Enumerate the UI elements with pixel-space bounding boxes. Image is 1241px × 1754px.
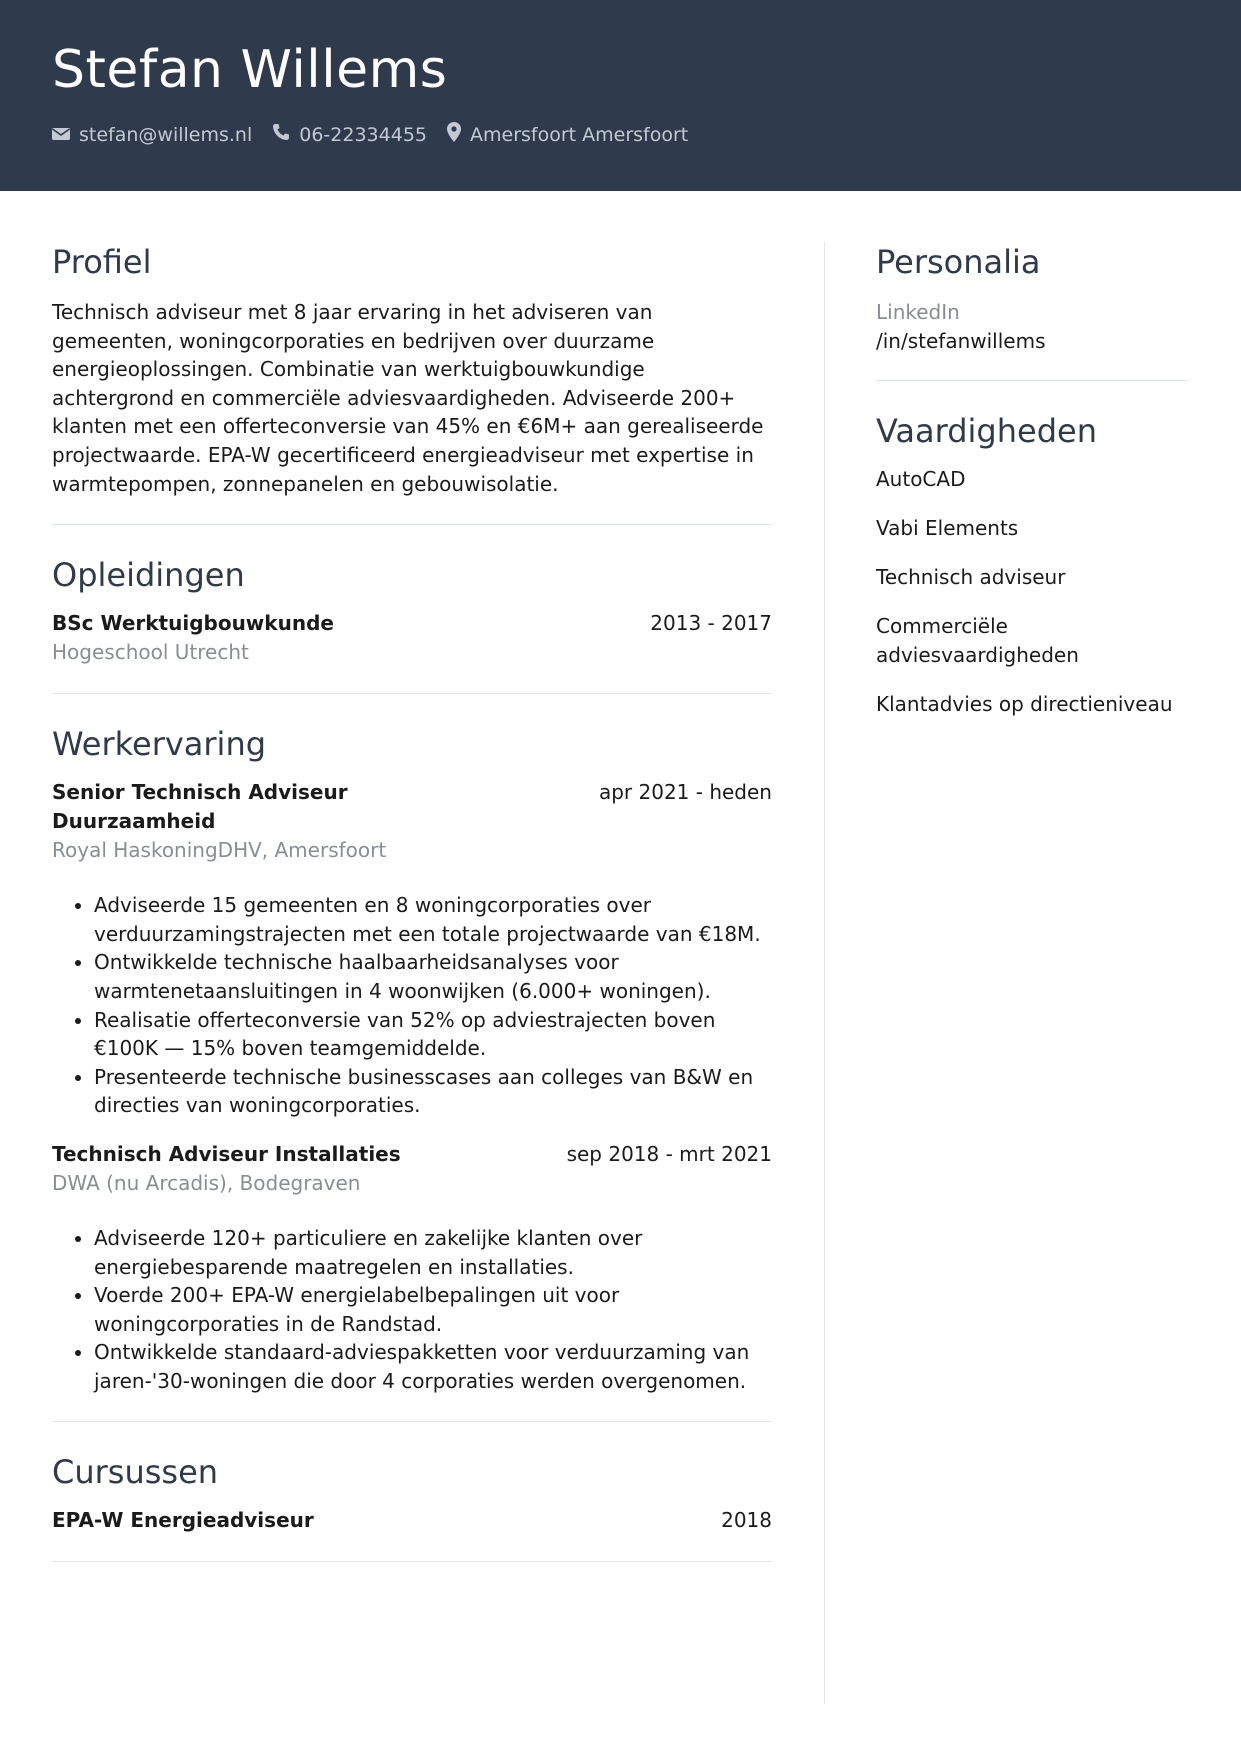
linkedin-link[interactable]: /in/stefanwillems <box>876 329 1046 353</box>
course-title: EPA-W Energieadviseur <box>52 1508 314 1533</box>
skill-item: AutoCAD <box>876 467 966 491</box>
profile-section <box>52 240 772 498</box>
list-item: • Ontwikkelde standaard-adviespakketten voor verduurzaming van jaren-'30-woningen die door 4 corporaties werden overgenomen. <box>94 1338 772 1395</box>
job-bullets <box>52 1224 772 1396</box>
job-title: Technisch Adviseur Installaties <box>52 1141 401 1166</box>
envelope-icon <box>52 124 79 146</box>
experience-section <box>52 722 772 1395</box>
contact-location <box>447 122 688 147</box>
education-date: 2013 - 2017 <box>650 611 772 636</box>
main-column <box>52 240 772 1562</box>
skill-item: Vabi Elements <box>876 516 1019 540</box>
education-title: BSc Werktuigbouwkunde <box>52 611 334 636</box>
sidebar <box>876 240 1188 739</box>
list-item: • Realisatie offerteconversie van 52% op adviestrajecten boven €100K — 15% boven teamgemiddelde. <box>94 1006 772 1063</box>
skill-item: Technisch adviseur <box>876 565 1066 589</box>
list-item: • Ontwikkelde technische haalbaarheidsanalyses voor warmtenetaansluitingen in 4 woonwijken (6.000+ woningen). <box>94 948 772 1005</box>
list-item: • Adviseerde 120+ particuliere en zakelijke klanten over energiebesparende maatregelen en installaties. <box>94 1224 772 1281</box>
courses-heading: Cursussen <box>52 1453 219 1492</box>
section-divider <box>52 1421 772 1422</box>
personal-heading: Personalia <box>876 243 1041 281</box>
section-divider <box>52 693 772 694</box>
phone-icon <box>272 123 299 146</box>
skills-section <box>876 409 1188 719</box>
job-bullets <box>52 891 772 1120</box>
email-text: stefan@willems.nl <box>79 123 253 146</box>
education-heading: Opleidingen <box>52 556 245 595</box>
job-date: apr 2021 - heden <box>598 780 772 805</box>
list-item: • Presenteerde technische businesscases aan colleges van B&W en directies van woningcorporaties. <box>94 1063 772 1120</box>
job-company: DWA (nu Arcadis), Bodegraven <box>52 1170 361 1195</box>
column-divider <box>824 242 825 1704</box>
job-title: Senior Technisch Adviseur Duurzaamheid <box>52 780 348 834</box>
education-institution: Hogeschool Utrecht <box>52 640 249 665</box>
linkedin-label: LinkedIn <box>876 300 960 324</box>
personal-section <box>876 240 1188 356</box>
list-item: • Voerde 200+ EPA-W energielabelbepalingen uit voor woningcorporaties in de Randstad. <box>94 1281 772 1338</box>
section-divider <box>876 380 1188 381</box>
skill-item: Klantadvies op directieniveau <box>876 692 1173 716</box>
course-date: 2018 <box>721 1508 772 1533</box>
experience-heading: Werkervaring <box>52 725 267 764</box>
contact-bar <box>52 122 708 147</box>
profile-text: Technisch adviseur met 8 jaar ervaring in het adviseren van gemeenten, woningcorporaties en bedrijven over duurzame energieoplossingen. Combinatie van werktuigbouwkundige achtergrond en commerciële adviesvaardigheden. Adviseerde 200+ klanten met een offerteconversie van 45% en €6M+ aan gerealiseerde projectwaarde. EPA-W gecertificeerd energieadviseur met expertise in warmtepompen, zonnepanelen en gebouwisolatie. <box>52 300 764 496</box>
candidate-name: Stefan Willems <box>52 40 448 100</box>
section-divider <box>52 524 772 525</box>
education-section <box>52 553 772 667</box>
experience-item <box>52 778 772 1120</box>
map-pin-icon <box>447 122 470 147</box>
job-company: Royal HaskoningDHV, Amersfoort <box>52 838 387 863</box>
skills-list <box>876 465 1188 719</box>
contact-phone[interactable] <box>272 123 427 146</box>
section-divider <box>52 1561 772 1562</box>
experience-item <box>52 1140 772 1396</box>
header-banner <box>0 0 1241 191</box>
education-item <box>52 609 772 667</box>
contact-email[interactable] <box>52 124 252 146</box>
course-item <box>52 1506 772 1535</box>
job-date: sep 2018 - mrt 2021 <box>566 1141 772 1166</box>
list-item: • Adviseerde 15 gemeenten en 8 woningcorporaties over verduurzamingstrajecten met een totale projectwaarde van €18M. <box>94 891 772 948</box>
phone-text: 06-22334455 <box>299 123 427 146</box>
courses-section <box>52 1450 772 1535</box>
skill-item: Commerciële adviesvaardigheden <box>876 614 1079 667</box>
skills-heading: Vaardigheden <box>876 412 1097 450</box>
location-text: Amersfoort Amersfoort <box>470 123 689 146</box>
profile-heading: Profiel <box>52 243 152 281</box>
